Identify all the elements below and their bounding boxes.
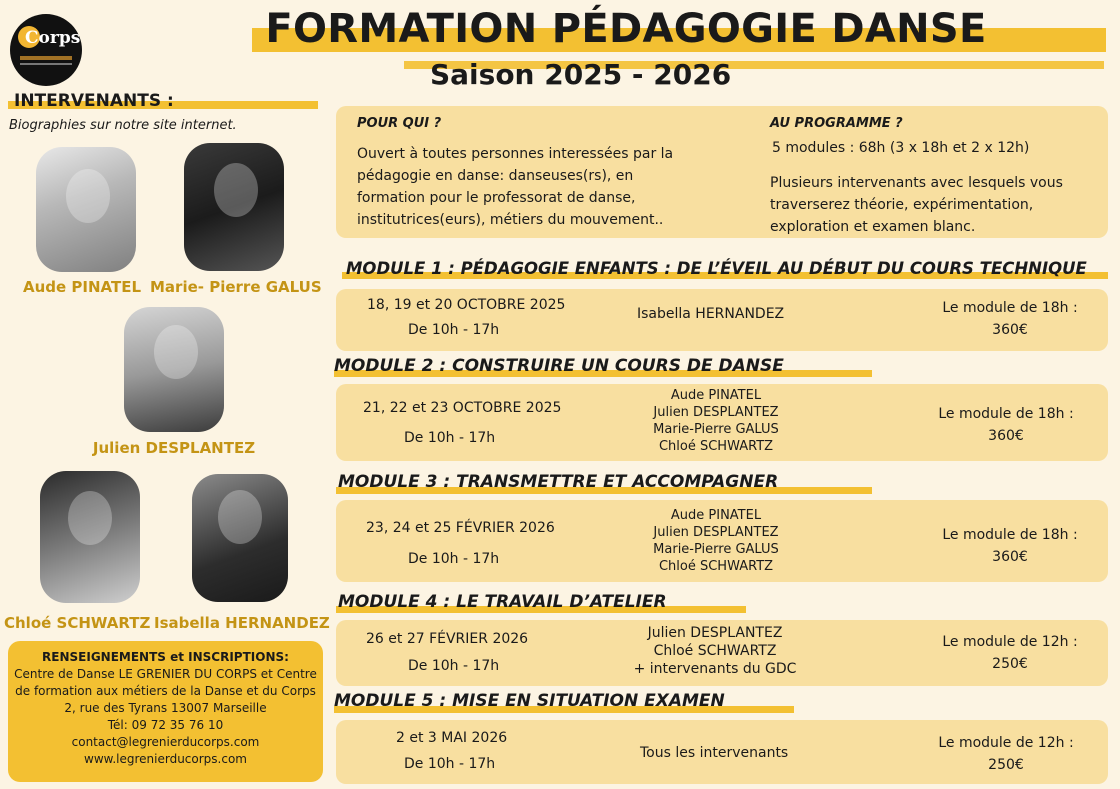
module-2-title: MODULE 2 : CONSTRUIRE UN COURS DE DANSE [334,356,784,376]
module-5-price: 250€ [988,757,1024,773]
teacher-name: Chloé SCHWARTZ [653,643,777,659]
module-2-price-label: Le module de 18h : [938,406,1074,422]
programme-text [770,172,1100,238]
photo-chloe-schwartz [40,471,140,603]
programme-label: AU PROGRAMME ? [770,116,903,131]
name-marie-pierre-galus: Marie- Pierre GALUS [150,278,322,296]
who-label: POUR QUI ? [357,116,442,131]
teacher-name: Julien DESPLANTEZ [653,405,779,420]
module-3-price: 360€ [992,549,1028,565]
contact-email: contact@legrenierducorps.com [71,735,260,749]
module-2-hours: De 10h - 17h [404,430,496,446]
who-line: pédagogie en danse: danseuses(rs), en [357,168,634,184]
module-1-price-label: Le module de 18h : [942,300,1078,316]
teacher-name: Marie-Pierre GALUS [653,422,779,437]
module-3-teachers [616,507,816,575]
programme-modules: 5 modules : 68h (3 x 18h et 2 x 12h) [772,140,1030,156]
teacher-name: Julien DESPLANTEZ [653,525,779,540]
season-title: Saison 2025 - 2026 [430,58,732,91]
module-4-hours: De 10h - 17h [408,658,500,674]
module-3-title: MODULE 3 : TRANSMETTRE ET ACCOMPAGNER [338,472,779,492]
module-1-hours: De 10h - 17h [408,322,500,338]
module-4-dates: 26 et 27 FÉVRIER 2026 [366,631,529,647]
programme-line: Plusieurs intervenants avec lesquels vous [770,175,1063,191]
module-1-price: 360€ [992,322,1028,338]
module-1-teacher: Isabella HERNANDEZ [637,306,785,322]
module-3-dates: 23, 24 et 25 FÉVRIER 2026 [366,520,555,536]
module-4-price-label: Le module de 12h : [942,634,1078,650]
teacher-name: Marie-Pierre GALUS [653,542,779,557]
module-4-teachers [602,624,828,678]
programme-line: traverserez théorie, expérimentation, [770,197,1034,213]
contact-heading: RENSEIGNEMENTS et INSCRIPTIONS: [42,650,289,664]
module-2-dates: 21, 22 et 23 OCTOBRE 2025 [363,400,562,416]
module-2-teachers [616,387,816,455]
name-isabella-hernandez: Isabella HERNANDEZ [154,614,330,632]
photo-marie-pierre-galus [184,143,284,271]
name-aude-pinatel: Aude PINATEL [22,278,142,296]
name-chloe-schwartz: Chloé SCHWARTZ [4,614,151,632]
photo-isabella-hernandez [192,474,288,602]
teacher-name: Aude PINATEL [670,388,762,403]
teacher-name: + intervenants du GDC [633,661,797,677]
module-4-title: MODULE 4 : LE TRAVAIL D’ATELIER [338,592,667,612]
module-5-hours: De 10h - 17h [404,756,496,772]
teacher-name: Julien DESPLANTEZ [647,625,783,641]
intervenants-title: INTERVENANTS : [14,91,174,111]
photo-julien-desplantez [124,307,224,432]
module-5-title: MODULE 5 : MISE EN SITUATION EXAMEN [334,691,725,711]
page-title: FORMATION PÉDAGOGIE DANSE [265,6,987,52]
module-1-title: MODULE 1 : PÉDAGOGIE ENFANTS : DE L’ÉVEIL AU DÉBUT DU COURS TECHNIQUE [346,259,1087,278]
contact-line: de formation aux métiers de la Danse et du Corps [15,684,316,698]
name-julien-desplantez: Julien DESPLANTEZ [92,439,256,457]
teacher-name: Chloé SCHWARTZ [658,439,774,454]
contact-phone: Tél: 09 72 35 76 10 [107,718,224,732]
teacher-name: Chloé SCHWARTZ [658,559,774,574]
contact-line: Centre de Danse LE GRENIER DU CORPS et Centre [14,667,317,681]
module-4-price: 250€ [992,656,1028,672]
logo-text: Corps [25,28,81,48]
intervenants-subtitle: Biographies sur notre site internet. [9,118,237,133]
teacher-name: Aude PINATEL [670,508,762,523]
contact-website: www.legrenierducorps.com [84,752,247,766]
who-line: institutrices(eurs), métiers du mouvement.. [357,212,664,228]
module-5-dates: 2 et 3 MAI 2026 [396,730,508,746]
who-line: formation pour le professorat de danse, [357,190,636,206]
programme-line: exploration et examen blanc. [770,219,976,235]
module-2-price: 360€ [988,428,1024,444]
module-5-price-label: Le module de 12h : [938,735,1074,751]
contact-address: 2, rue des Tyrans 13007 Marseille [64,701,267,715]
module-5-teacher: Tous les intervenants [640,745,789,761]
logo [10,14,82,86]
module-3-price-label: Le module de 18h : [942,527,1078,543]
photo-aude-pinatel [36,147,136,272]
contact-box [8,641,323,782]
who-line: Ouvert à toutes personnes interessées par la [357,146,674,162]
module-1-dates: 18, 19 et 20 OCTOBRE 2025 [367,297,566,313]
who-text [357,143,727,231]
module-3-hours: De 10h - 17h [408,551,500,567]
